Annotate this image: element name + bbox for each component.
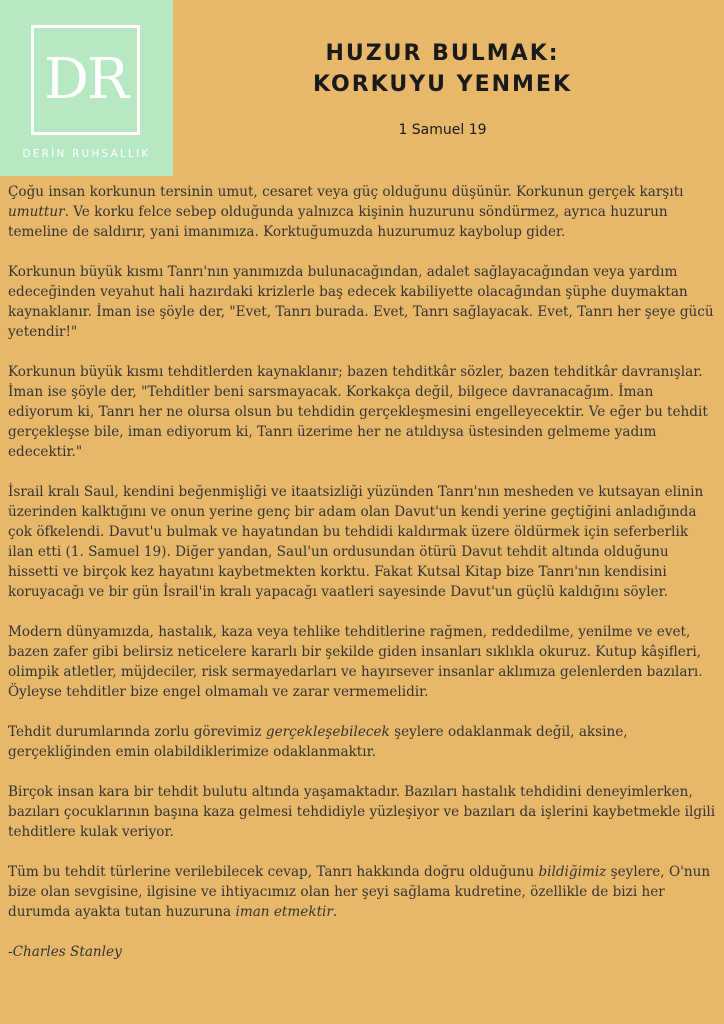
article-body [8, 182, 716, 962]
logo-caption: DERİN RUHSALLIK [22, 148, 151, 160]
author-signature: -Charles Stanley [8, 944, 122, 960]
emphasis: iman etmektir [235, 904, 333, 920]
title-line-2: KORKUYU YENMEK [312, 72, 573, 97]
paragraph-3: Korkunun büyük kısmı tehditlerden kaynaklanır; bazen tehditkâr sözler, bazen tehditkâr davranışlar. İman ise şöyle der, "Tehditler beni sarsmayacak. Korkakça değil, bilgece davranacağım. İman ediyorum ki, Tanrı her ne olursa olsun bu tehdidin gerçekleşmesini engelleyecektir. Ve eğer bu tehdit gerçekleşse bile, iman ediyorum ki, Tanrı üzerime her ne atıldıysa üstesinden gelmeme yadım edecektir." [8, 364, 708, 460]
logo-initials: DR [43, 47, 128, 112]
paragraph-5: Modern dünyamızda, hastalık, kaza veya tehlike tehditlerine rağmen, reddedilme, yenilme ve evet, bazen zafer gibi belirsiz neticelere kararlı bir şekilde giden insanları sıklıkla okuruz. Kutup kâşifleri, olimpik atletler, müjdeciler, risk sermayedarları ve hayırsever insanlar aklımıza gelenlerden bazıları. Öyleyse tehditler bize engel olmamalı ve zarar vermemelidir. [8, 624, 703, 700]
emphasis: bildiğimiz [538, 864, 607, 880]
paragraph-8: Tüm bu tehdit türlerine verilebilecek cevap, Tanrı hakkında doğru olduğunu bildiğimiz şeylere, O'nun bize olan sevgisine, ilgisine ve ihtiyacımız olan her şeyi sağlama kudretine, özellikle de bizi her durumda ayakta tutan huzuruna iman etmektir. [8, 864, 711, 920]
paragraph-4: İsrail kralı Saul, kendini beğenmişliği ve itaatsizliği yüzünden Tanrı'nın mesheden ve kutsayan elinin üzerinden kalktığını ve onun yerine genç bir adam olan Davut'un kendi yerine geçtiğini anladığında çok öfkelendi. Davut'u bulmak ve hayatından bu tehdidi kaldırmak üzere öldürmek için seferberlik ilan etti (1. Samuel 19). Diğer yandan, Saul'un ordusundan ötürü Davut tehdit altında olduğunu hissetti ve birçok kez hayatını kaybetmekten korktu. Fakat Kutsal Kitap bize Tanrı'nın kendisini koruyacağı ve bir gün İsrail'in kralı yapacağı vaatleri sayesinde Davut'un güçlü kaldığını söyler. [8, 484, 704, 600]
paragraph-1: Çoğu insan korkunun tersinin umut, cesaret veya güç olduğunu düşünür. Korkunun gerçek karşıtı umuttur. Ve korku felce sebep olduğunda yalnızca kişinin huzurunu söndürmez, ayrıca huzurun temeline de saldırır, yani imanımıza. Korktuğumuzda huzurumuz kaybolup gider. [8, 184, 684, 240]
logo [0, 0, 173, 176]
emphasis: gerçekleşebilecek [265, 724, 390, 740]
paragraph-2: Korkunun büyük kısmı Tanrı'nın yanımızda bulunacağından, adalet sağlayacağından veya yardım edeceğinden veyahut hali hazırdaki krizlerle baş edecek kabiliyette olacağından şüphe duymaktan kaynaklanır. İman ise şöyle der, "Evet, Tanrı burada. Evet, Tanrı sağlayacak. Evet, Tanrı her şeye gücü yetendir!" [8, 264, 714, 340]
emphasis: umuttur [8, 204, 65, 220]
title-line-1: HUZUR BULMAK: [325, 41, 560, 66]
logo-frame [31, 25, 140, 135]
page-title [240, 38, 645, 100]
paragraph-6: Tehdit durumlarında zorlu görevimiz gerçekleşebilecek şeylere odaklanmak değil, aksine, gerçekliğinden emin olabildiklerimize odaklanmaktır. [8, 724, 628, 760]
scripture-reference: 1 Samuel 19 [398, 122, 487, 138]
paragraph-7: Birçok insan kara bir tehdit bulutu altında yaşamaktadır. Bazıları hastalık tehdidini deneyimlerken, bazıları çocuklarının başına kaza gelmesi tehdidiyle yüzleşiyor ve bazıları da işlerini kaybetmekle ilgili tehditlere kulak veriyor. [8, 784, 716, 840]
